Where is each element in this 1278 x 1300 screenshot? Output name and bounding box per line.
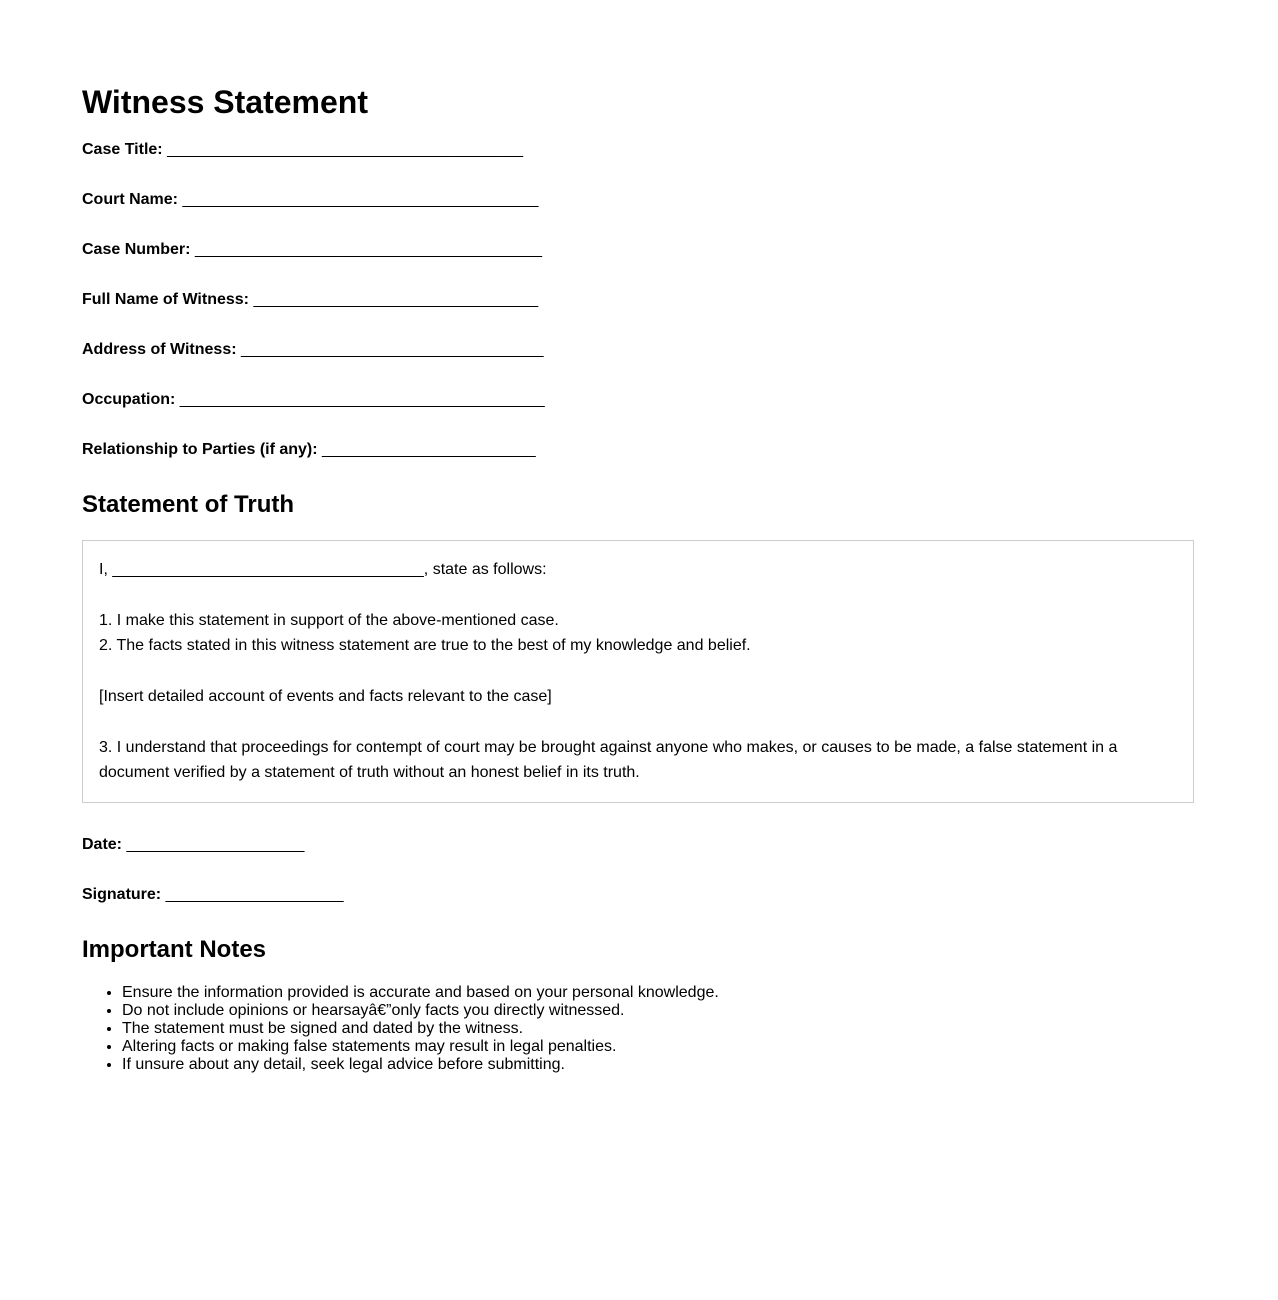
statement-intro [99,557,1177,582]
signature-blank: ____________________ [165,886,344,903]
date-label: Date: [82,836,123,853]
witness-name-label: Full Name of Witness: [82,291,249,308]
occupation-field [82,390,545,410]
statement-point-2: 2. The facts stated in this witness statement are true to the best of my knowledge and belief. [99,637,751,654]
important-notes-list [82,984,719,1074]
case-number-label: Case Number: [82,241,191,258]
note-item: • Do not include opinions or hearsayâ€”only facts you directly witnessed. [122,1002,719,1020]
relationship-blank: ________________________ [322,441,536,458]
case-number-field [82,240,542,260]
date-blank: ____________________ [126,836,305,853]
case-title-field [82,140,523,160]
statement-box [82,540,1194,803]
relationship-field [82,440,536,460]
statement-insert-placeholder: [Insert detailed account of events and facts relevant to the case] [99,688,552,705]
relationship-label: Relationship to Parties (if any): [82,441,318,458]
important-notes-heading: Important Notes [82,936,267,963]
occupation-label: Occupation: [82,391,176,408]
witness-name-field [82,290,538,310]
statement-of-truth-heading: Statement of Truth [82,491,295,518]
statement-intro-prefix: I, [99,561,113,578]
case-title-blank: ________________________________________ [167,141,524,158]
signature-field [82,885,344,905]
statement-point-1: 1. I make this statement in support of the above-mentioned case. [99,612,559,629]
case-title-label: Case Title: [82,141,163,158]
court-name-blank: ________________________________________ [182,191,539,208]
court-name-label: Court Name: [82,191,179,208]
date-field [82,835,304,855]
statement-point-3: 3. I understand that proceedings for contempt of court may be brought against anyone who makes, or causes to be made, a false statement in a document verified by a statement of truth without an honest belief in its truth. [99,739,1118,781]
statement-intro-blank: ___________________________________ [112,561,424,578]
witness-address-label: Address of Witness: [82,341,237,358]
note-item: • Ensure the information provided is accurate and based on your personal knowledge. [122,984,719,1002]
case-number-blank: _______________________________________ [194,241,542,258]
signature-label: Signature: [82,886,162,903]
note-item: • The statement must be signed and dated by the witness. [122,1020,719,1038]
witness-address-field [82,340,544,360]
statement-intro-suffix: , state as follows: [423,561,547,578]
note-item: • Altering facts or making false statements may result in legal penalties. [122,1038,719,1056]
witness-address-blank: __________________________________ [241,341,544,358]
document-title: Witness Statement [82,84,368,120]
witness-name-blank: ________________________________ [253,291,539,308]
occupation-blank: _________________________________________ [179,391,545,408]
court-name-field [82,190,538,210]
note-item: • If unsure about any detail, seek legal advice before submitting. [122,1056,719,1074]
